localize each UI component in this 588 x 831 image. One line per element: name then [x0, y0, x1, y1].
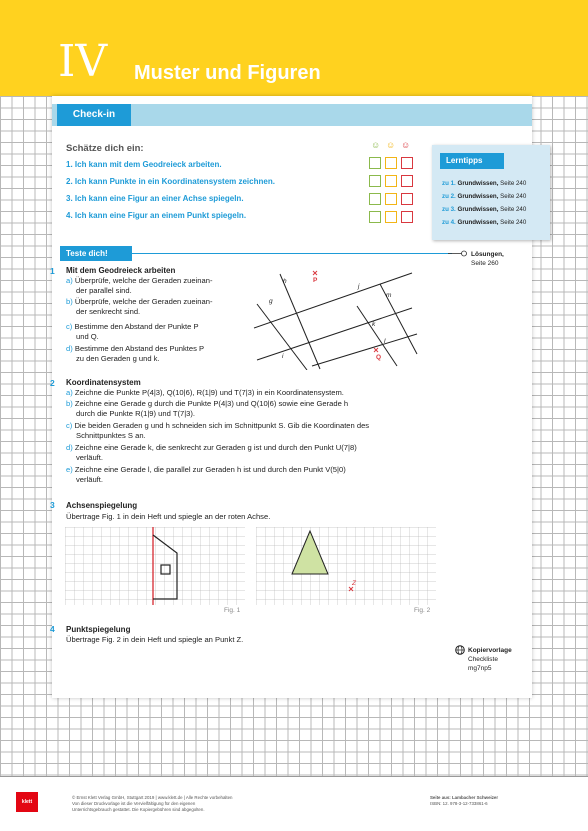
line-h	[280, 274, 320, 369]
task-number: 2	[50, 378, 55, 388]
task-title: Achsenspiegelung	[66, 501, 138, 510]
label-p: P	[313, 277, 318, 284]
lerntipp-item[interactable]: zu 4. Grundwissen, Seite 240	[442, 219, 527, 226]
checkbox-bad[interactable]	[401, 157, 413, 169]
figure-1-label: Fig. 1	[224, 607, 241, 614]
task-line: der senkrecht sind.	[76, 307, 141, 316]
task-line: c) Die beiden Geraden g und h schneiden sich im Schnittpunkt S. Gib die Koordinaten des	[66, 421, 370, 430]
checkbox-medium[interactable]	[385, 193, 397, 205]
label-k: k	[372, 321, 376, 328]
kopiervorlage-info[interactable]: Kopiervorlage Checkliste mg7np5	[468, 647, 512, 672]
checkbox-bad[interactable]	[401, 175, 413, 187]
label-m: m	[386, 292, 392, 299]
label-q: Q	[376, 354, 382, 361]
chapter-number: IV	[58, 36, 108, 87]
footer-source: Seite aus: Lambacher Schweizer ISBN: 12. 978-3-12-733861-6	[430, 795, 499, 806]
lines-figure	[252, 266, 420, 370]
task-line: und Q.	[76, 332, 99, 341]
task-line: a) Überprüfe, welche der Geraden zueinan-	[66, 276, 213, 285]
smiley-bad-icon: ☺	[401, 140, 411, 150]
task-title: Koordinatensystem	[66, 378, 141, 387]
task-line: verläuft.	[76, 453, 104, 462]
label-i: i	[282, 353, 284, 360]
smiley-good-icon: ☺	[371, 140, 381, 150]
smiley-medium-icon: ☺	[386, 140, 396, 150]
task-line: b) Überprüfe, welche der Geraden zueinan-	[66, 297, 213, 306]
line-g	[257, 304, 307, 370]
solutions-reference[interactable]: Lösungen, Seite 260	[471, 251, 504, 267]
lerntipp-item[interactable]: zu 1. Grundwissen, Seite 240	[442, 180, 527, 187]
task-line: c) Bestimme den Abstand der Punkte P	[66, 322, 199, 331]
task-line: d) Bestimme den Abstand des Punktes P	[66, 344, 205, 353]
self-check-item: 1. Ich kann mit dem Geodreieck arbeiten.	[66, 160, 222, 169]
self-check-item: 4. Ich kann eine Figur an einem Punkt spiegeln.	[66, 211, 247, 220]
figure-2-label: Fig. 2	[414, 607, 431, 614]
label-h: h	[283, 278, 287, 285]
klett-logo: klett	[16, 792, 38, 812]
task-line: Schnittpunktes S an.	[76, 431, 146, 440]
task-text: Übertrage Fig. 2 in dein Heft und spiegle an Punkt Z.	[66, 635, 244, 644]
task-line: der parallel sind.	[76, 286, 132, 295]
task-line: verläuft.	[76, 475, 104, 484]
task-title: Punktspiegelung	[66, 625, 131, 634]
checkbox-medium[interactable]	[385, 157, 397, 169]
arrow-icon	[448, 249, 468, 258]
task-line: zu den Geraden g und k.	[76, 354, 160, 363]
task-line: a) Zeichne die Punkte P(4|3), Q(10|6), R(1|9) und T(7|3) in ein Koordinatensystem.	[66, 388, 344, 397]
self-check-title: Schätze dich ein:	[66, 143, 144, 154]
lerntipps-title: Lerntipps	[440, 153, 504, 169]
task-number: 3	[50, 500, 55, 510]
task-line: b) Zeichne eine Gerade g durch die Punkte P(4|3) und Q(10|6) sowie eine Gerade h	[66, 399, 349, 408]
checkbox-good[interactable]	[369, 211, 381, 223]
line-k	[312, 334, 417, 366]
task-text: Übertrage Fig. 1 in dein Heft und spiegle an der roten Achse.	[66, 512, 271, 521]
checkbox-bad[interactable]	[401, 211, 413, 223]
task-line: e) Zeichne eine Gerade l, die parallel zur Geraden h ist und durch den Punkt V(5|0)	[66, 465, 346, 474]
task-line: d) Zeichne eine Gerade k, die senkrecht zur Geraden g ist und durch den Punkt U(7|8)	[66, 443, 357, 452]
task-title: Mit dem Geodreieck arbeiten	[66, 266, 176, 275]
label-l: l	[384, 338, 386, 345]
label-g: g	[269, 298, 273, 305]
checkbox-good[interactable]	[369, 175, 381, 187]
label-z: Z	[352, 580, 356, 587]
lerntipp-item[interactable]: zu 2. Grundwissen, Seite 240	[442, 193, 527, 200]
teste-label: Teste dich!	[60, 246, 132, 261]
lerntipps-box	[432, 145, 550, 240]
lerntipp-item[interactable]: zu 3. Grundwissen, Seite 240	[442, 206, 527, 213]
footer-divider	[0, 776, 588, 777]
task-number: 1	[50, 266, 55, 276]
checkbox-good[interactable]	[369, 193, 381, 205]
figure-1	[65, 527, 245, 605]
self-check-item: 3. Ich kann eine Figur an einer Achse spiegeln.	[66, 194, 244, 203]
chapter-title: Muster und Figuren	[134, 62, 321, 84]
checkbox-medium[interactable]	[385, 175, 397, 187]
footer-legal: © Ernst Klett Verlag GmbH, Stuttgart 2019 | www.klett.de | Alle Rechte vorbehalten Von dieser Druckvorlage ist die Vervielfältigung für den eigenen Unterrichtsgebrauch gestattet. Die Kopiergebühren sind abgegolten.	[72, 795, 233, 812]
task-number: 4	[50, 624, 55, 634]
checkbox-good[interactable]	[369, 157, 381, 169]
self-check-item: 2. Ich kann Punkte in ein Koordinatensystem zeichnen.	[66, 177, 275, 186]
figure-2	[256, 527, 436, 605]
task-line: durch die Punkte R(1|9) und T(7|3).	[76, 409, 196, 418]
checkbox-medium[interactable]	[385, 211, 397, 223]
checkin-label: Check-in	[57, 104, 131, 126]
globe-icon	[455, 645, 465, 655]
checkbox-bad[interactable]	[401, 193, 413, 205]
label-j: j	[358, 283, 360, 290]
